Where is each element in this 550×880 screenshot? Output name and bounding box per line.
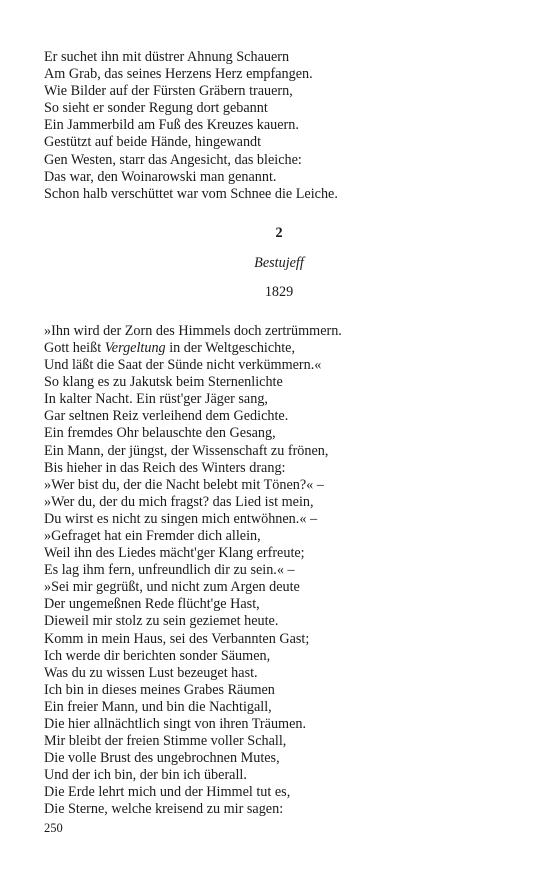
stanza-continued <box>44 49 514 203</box>
verse-line: Ich werde dir berichten sonder Säumen, <box>44 647 271 664</box>
verse-line: Was du zu wissen Lust bezeuget hast. <box>44 664 258 681</box>
verse-lines <box>44 357 514 819</box>
verse-text: Gott heißt <box>44 339 105 356</box>
verse-line <box>44 340 514 357</box>
verse-line: Ein freier Mann, und bin die Nachtigall, <box>44 698 272 715</box>
page-body <box>44 49 514 819</box>
verse-line: Die volle Brust des ungebrochnen Mutes, <box>44 750 280 767</box>
verse-line: Gestützt auf beide Hände, hingewandt <box>44 134 262 151</box>
verse-line: »Sei mir gegrüßt, und nicht zum Argen deute <box>44 579 300 596</box>
verse-line: Komm in mein Haus, sei des Verbannten Gast; <box>44 630 310 647</box>
verse-line: Und der ich bin, der bin ich überall. <box>44 767 247 784</box>
emphasized-word: Vergeltung <box>104 339 166 356</box>
verse-text: in der Weltgeschichte, <box>165 339 296 356</box>
verse-line: »Gefraget hat ein Fremder dich allein, <box>44 527 261 544</box>
verse-line: Schon halb verschüttet war vom Schnee die Leiche. <box>44 185 338 202</box>
verse-line: Die Erde lehrt mich und der Himmel tut es, <box>44 784 291 801</box>
section-title: Bestujeff <box>254 254 304 271</box>
page-number: 250 <box>44 821 63 835</box>
verse-line: Gen Westen, starr das Angesicht, das bleiche: <box>44 151 302 168</box>
verse-line: Der ungemeßnen Rede flücht'ge Hast, <box>44 596 260 613</box>
verse-line: Weil ihn des Liedes mächt'ger Klang erfreute; <box>44 545 305 562</box>
verse-line: Mir bleibt der freien Stimme voller Schall, <box>44 733 287 750</box>
verse-line: Das war, den Woinarowski man genannt. <box>44 168 277 185</box>
verse-line: Und läßt die Saat der Sünde nicht verkümmern.« <box>44 357 322 374</box>
verse-line: So sieht er sonder Regung dort gebannt <box>44 100 268 117</box>
verse-line: Ich bin in dieses meines Grabes Räumen <box>44 681 275 698</box>
verse-line: Ein Jammerbild am Fuß des Kreuzes kauern. <box>44 117 299 134</box>
verse-line: Die hier allnächtlich singt von ihren Träumen. <box>44 716 307 732</box>
verse-line: Ein Mann, der jüngst, der Wissenschaft zu frönen, <box>44 442 329 459</box>
verse-line: Ein fremdes Ohr belauschte den Gesang, <box>44 425 276 442</box>
verse-line: »Wer bist du, der die Nacht belebt mit Tönen?« – <box>44 476 324 493</box>
verse-line: Am Grab, das seines Herzens Herz empfangen. <box>44 66 313 83</box>
stanza-bestujeff <box>44 323 514 819</box>
verse-line: Gar seltnen Reiz verleihend dem Gedichte. <box>44 408 289 425</box>
verse-line: Du wirst es nicht zu singen mich entwöhnen.« – <box>44 510 318 527</box>
verse-line: Die Sterne, welche kreisend zu mir sagen: <box>44 801 284 818</box>
section-year: 1829 <box>264 283 294 300</box>
section-number: 2 <box>275 224 283 241</box>
verse-line: So klang es zu Jakutsk beim Sternenlichte <box>44 374 283 391</box>
verse-line: In kalter Nacht. Ein rüst'ger Jäger sang, <box>44 391 268 408</box>
verse-line: »Ihn wird der Zorn des Himmels doch zertrümmern. <box>44 322 342 339</box>
verse-line: Es lag ihm fern, unfreundlich dir zu sein.« – <box>44 562 295 579</box>
verse-line: Bis hieher in das Reich des Winters drang: <box>44 459 286 476</box>
verse-line: Wie Bilder auf der Fürsten Gräbern trauern, <box>44 83 293 100</box>
verse-line: Er suchet ihn mit düstrer Ahnung Schauern <box>44 49 290 65</box>
verse-line: Dieweil mir stolz zu sein geziemet heute. <box>44 613 279 630</box>
verse-line: »Wer du, der du mich fragst? das Lied ist mein, <box>44 493 314 510</box>
